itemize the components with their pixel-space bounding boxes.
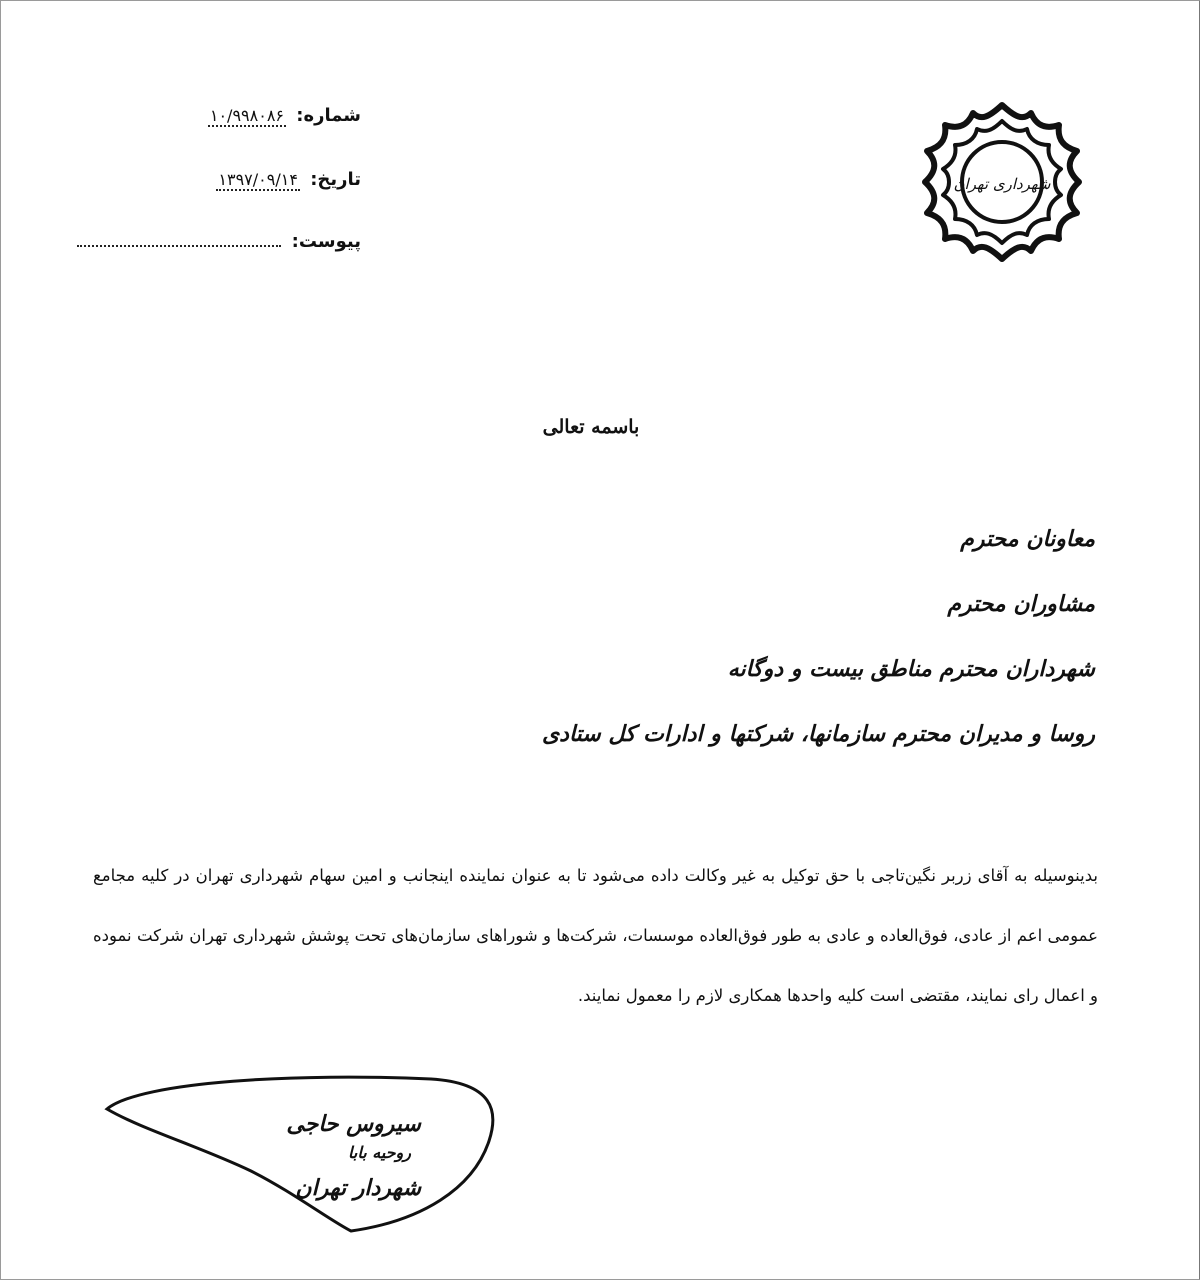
- body-paragraph: بدینوسیله به آقای زربر نگین‌تاجی با حق توکیل به غیر وکالت داده می‌شود تا به عنوان نماینده اینجانب و امین سهام شهرداری تهران در کلیه مجامع عمومی اعم از عادی، فوق‌العاده و عادی به طور فوق‌العاده موسسات، شرکت‌ها و شوراهای سازمان‌های تحت پوشش شهرداری تهران شرکت نموده و اعمال رای نمایند، مقتضی است کلیه واحدها همکاری لازم را معمول نمایند.: [93, 866, 1098, 1005]
- attachment-value: [77, 245, 281, 247]
- signature-extra: روحیه بابا: [348, 1143, 411, 1162]
- recipient-line-2: مشاوران محترم: [947, 591, 1095, 617]
- logo-text: شهرداری تهران: [953, 175, 1051, 193]
- signature-block: [101, 1071, 501, 1241]
- recipient-line-1: معاونان محترم: [960, 526, 1095, 552]
- number-label: شماره:: [296, 105, 361, 126]
- date-label: تاریخ:: [310, 169, 361, 190]
- letter-number-row: [81, 105, 361, 127]
- salutation: باسمه تعالی: [542, 416, 640, 438]
- signature-title: شهردار تهران: [295, 1175, 421, 1201]
- attachment-label: پیوست:: [291, 231, 361, 252]
- letter-date-row: [81, 169, 361, 191]
- letter-body: [93, 846, 1098, 1026]
- letter-attachment-row: [81, 231, 361, 252]
- date-value: ۱۳۹۷/۰۹/۱۴: [218, 170, 298, 189]
- number-value: ۱۰/۹۹۸۰۸۶: [209, 106, 284, 125]
- tehran-municipality-logo-icon: [919, 99, 1085, 265]
- recipient-line-3: شهرداران محترم مناطق بیست و دوگانه: [727, 656, 1095, 682]
- signature-name: سیروس حاجی: [286, 1111, 421, 1137]
- recipient-line-4: روسا و مدیران محترم سازمانها، شرکتها و ادارات کل ستادی: [541, 721, 1095, 747]
